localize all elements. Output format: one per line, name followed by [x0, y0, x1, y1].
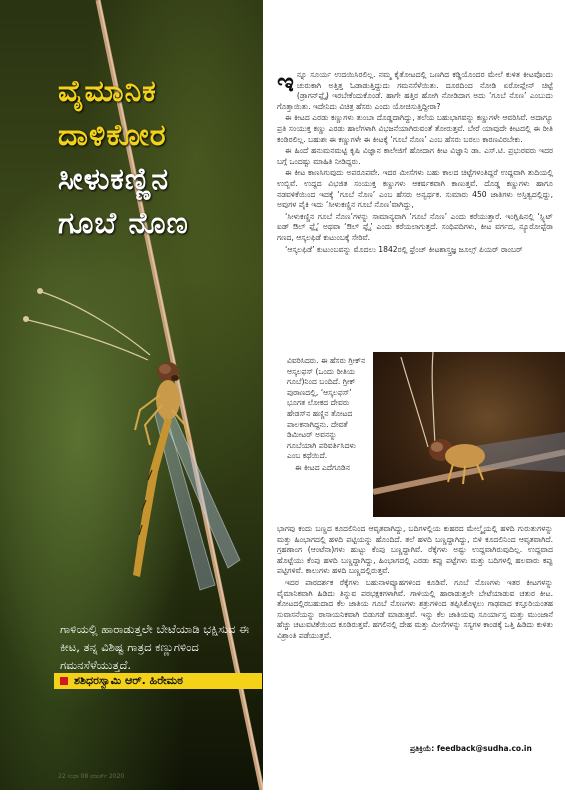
drop-cap: ಇ [277, 68, 294, 98]
article-body-top [277, 70, 553, 256]
owlfly-closeup [373, 352, 565, 517]
paragraph-3: ಈ ಹಿಂದೆ ಹನುಮನಮಟ್ಟಿ ಕೃಷಿ ವಿಜ್ಞಾನ ಕಾಲೇಜಿಗೆ ಹೋದಾಗ ಕೀಟ ವಿಜ್ಞಾನಿ ಡಾ. ಎಸ್.ಟಿ. ಪ್ರಭುರವರು ಇದರ ಬಗ್ಗೆ ಒಂದಷ್ಟು ಮಾಹಿತಿ ನೀಡಿದ್ದರು. [277, 146, 553, 166]
paragraph-7b: ಭಾಗವು ಕಂದು ಬಣ್ಣದ ಕೂದಲಿನಿಂದ ಆವೃತವಾಗಿದ್ದು, ಬದಿಗಳಲ್ಲಿಯ ಕುಹರದ ಮೇಲ್ಮೈಯಲ್ಲಿ ಹಳದಿ ಗುರುತುಗಳನ್ನು ಮತ್ತು ಹಿಂಭಾಗದಲ್ಲಿ ಹಳದಿ ಪಟ್ಟಿಯನ್ನು ಹೊಂದಿದೆ. ತಲೆ ಹಳದಿ ಬಣ್ಣದ್ದಾಗಿದ್ದು, ಬಿಳಿ ಕೂದಲಿನಿಂದ ಆವೃತವಾಗಿದೆ. ಗ್ರಹಣಾಂಗ (ಆಂಟೆನಾ)ಗಳು ಹುಟ್ಟು ಕೆಂಪು ಬಣ್ಣದ್ದಾಗಿವೆ. ರೆಕ್ಕೆಗಳು ಅಷ್ಟು ಉದ್ದವಾಗಿರುವುದಿಲ್ಲ. ಉದ್ದವಾದ ಹೊಟ್ಟೆಯು ಕೆಂಪು ಹಳದಿ ಬಣ್ಣದ್ದಾಗಿದ್ದು, ಹಿಂಭಾಗದಲ್ಲಿ ಎರಡು ಕಪ್ಪು ಪಟ್ಟೆಗಳು ಮತ್ತು ಬದಿಗಳಲ್ಲಿ ಹಲವಾರು ಕಪ್ಪು ಪಟ್ಟಿಗಳಿವೆ. ಕಾಲುಗಳು ಹಳದಿ ಬಣ್ಣದಲ್ಲಿರುತ್ತವೆ. [277, 524, 553, 576]
paragraph-2: ಈ ಕೀಟದ ಎರಡು ಕಣ್ಣುಗಳು ತುಂಬಾ ದೊಡ್ಡದಾಗಿದ್ದು, ತಲೆಯ ಬಹುಭಾಗವನ್ನು ಕಣ್ಣುಗಳೇ ಆವರಿಸಿವೆ. ಅದಾಗ್ಯೂ ಪ್ರತಿ ಸಂಯುಕ್ತ ಕಣ್ಣು ಎರಡು ಹಾಲೆಗಳಾಗಿ ವಿಭಜನೆಯಾಗಿರುವಂತೆ ತೋರುತ್ತವೆ. ಬೇರೆ ಯಾವುದೇ ಕೀಟದಲ್ಲಿ ಈ ರೀತಿ ಕಂಡಿರಲಿಲ್ಲ. ಬಹುಶಃ ಈ ಕಣ್ಣುಗಳೇ ಈ ಕೀಟಕ್ಕೆ ‘ಗೂಬೆ ನೊಣ’ ಎಂಬ ಹೆಸರು ಬರಲು ಕಾರಣವಿರಬೇಕು. [277, 113, 553, 144]
paragraph-6a: ‘ಆಸ್ಕಲಫಿಡೆ’ ಕುಟುಂಬವನ್ನು ಮೊದಲು 1842ರಲ್ಲಿ ಫ್ರೆಂಚ್ ಕೀಟಶಾಸ್ತ್ರಜ್ಞ ಜೂಲ್ಸ್ ಪಿಯರ್ ರಾಂಬರ್ [285, 244, 523, 254]
red-square-icon [60, 677, 68, 685]
paragraph-8: ಇದರ ಪಾರದರ್ಶಕ ರೆಕ್ಕೆಗಳು ಬಹುನಾಳವ್ಯೂಹಗಳಿಂದ ಕೂಡಿವೆ. ಗೂಬೆ ನೊಣಗಳು ಇತರ ಕೀಟಗಳನ್ನು ವೈಮಾನಿಕವಾಗಿ ಹಿಡಿದು ತಿನ್ನುವ ಪರಭಕ್ಷಕಗಳಾಗಿವೆ. ಗಾಳಿಯಲ್ಲಿ ಹಾರಾಡುತ್ತಲೇ ಬೇಟೆಯಾಡುವ ಚತುರ ಕೀಟ. ತೋಟದಲ್ಲಿರಬಹುದಾದ ಕೆಲ ಜಾತಿಯ ಗೂಬೆ ನೊಣಗಳು ಶತ್ರುಗಳಿಂದ ತಪ್ಪಿಸಿಕೊಳ್ಳಲು ಗಾಢವಾದ ಕಸ್ತೂರಿಯಂತಹ ಸುವಾಸನೆಯನ್ನು ರಾಸಾಯನಿಕವಾಗಿ ಬಿಡುಗಡೆ ಮಾಡುತ್ತವೆ. ಇನ್ನು ಕೆಲ ಜಾತಿಯವು ಸೂರ್ಯಾಸ್ತ ಮತ್ತು ಮುಂಜಾನೆ ಹೆಚ್ಚು ಚಟುವಟಿಕೆಯಿಂದ ಕೂಡಿರುತ್ತವೆ. ಹಗಲಿನಲ್ಲಿ ದೇಹ ಮತ್ತು ಮೀಸೆಗಳನ್ನು ಸಸ್ಯಗಳ ಕಾಂಡಕ್ಕೆ ಒತ್ತಿ ಹಿಡಿದು ಕುಳಿತು ವಿಶ್ರಾಂತಿ ಪಡೆಯುತ್ತವೆ. [277, 577, 553, 640]
article-body-bottom [277, 524, 553, 643]
owlfly-inset-photo [373, 352, 565, 517]
title-line-2: ದಾಳಿಕೋರ [58, 118, 167, 153]
title-line-4: ಗೂಬೆ ನೊಣ [58, 206, 189, 241]
paragraph-4: ಈ ಕೀಟ ಕಾಣಸಿಗುವುದು ಅಪರೂಪವೇ. ಇದರ ಮೀಸೆಗಳು ಬಹು ಕಾಲದ ಚಿಟ್ಟೆಗಳಂತಿದ್ದರೆ ಉದ್ದವಾಗಿ ತುದಿಯಲ್ಲಿ ಉಬ್ಬಿವೆ. ಉದ್ದದ ವಿಭಜಿತ ಸಂಯುಕ್ತ ಕಣ್ಣುಗಳು ಆಕರ್ಷಕವಾಗಿ ಕಾಣುತ್ತವೆ. ದೊಡ್ಡ ಕಣ್ಣುಗಳು ಹಾಗೂ ನಡವಳಿಕೆಯಿಂದ ಇದಕ್ಕೆ ‘ಗೂಬೆ ನೊಣ’ ಎಂಬ ಹೆಸರು ಅನ್ವರ್ಥಕ. ಸುಮಾರು 450 ಜಾತಿಗಳು ಅಸ್ತಿತ್ವದಲ್ಲಿದ್ದು, ಅವುಗಳ ಪೈಕಿ ಇದು ‘ಸೀಳುಕಣ್ಣಿನ ಗೂಬೆ ನೊಣ’ವಾಗಿದ್ದು, [277, 168, 553, 210]
photo-caption: ಗಾಳಿಯಲ್ಲಿ ಹಾರಾಡುತ್ತಲೇ ಬೇಟೆಯಾಡಿ ಭಕ್ಷಿಸುವ ಈ ಕೀಟ, ತನ್ನ ವಿಶಿಷ್ಟ ಗಾತ್ರದ ಕಣ್ಣುಗಳಿಂದ ಗಮನಸೆಳೆಯುತ್ತದೆ. [60, 622, 250, 672]
author-name: ಶಶಿಧರಸ್ವಾಮಿ ಆರ್. ಹಿರೇಮಠ [74, 674, 183, 687]
title-line-1: ವೈಮಾನಿಕ [58, 74, 157, 109]
paragraph-5: ‘ಸೀಳುಕಣ್ಣಿನ ಗೂಬೆ ನೊಣ’ಗಳನ್ನು ಸಾಮಾನ್ಯವಾಗಿ ‘ಗೂಬೆ ನೊಣ’ ಎಂದು ಕರೆಯುತ್ತಾರೆ. ಇಂಗ್ಲಿಷಿನಲ್ಲಿ ‘ಸ್ಪ್ಲಿಟ್ ಐಡ್ ಔಲ್ ಫ್ಲೈ’ ಅಥವಾ ‘ಔಲ್ ಫ್ಲೈ’ ಎಂದು ಕರೆಯಲಾಗುತ್ತದೆ. ಸಂಧಿಪದಿಗಳು, ಕೀಟ ವರ್ಗದ, ನ್ಯೂರೋಪ್ಟೆರಾ ಗಣದ, ಆಸ್ಕಲಫಿಡೆ ಕುಟುಂಬಕ್ಕೆ ಸೇರಿವೆ. [277, 211, 553, 242]
article-title [58, 70, 258, 246]
paragraph-6b: ವಿವರಿಸಿದರು. ಈ ಹೆಸರು ಗ್ರೀಕ್‌ನ ಆಸ್ಕಲಫಸ್ (ಒಂದು ರೀತಿಯ ಗೂಬೆ)ನಿಂದ ಬಂದಿದೆ. ಗ್ರೀಕ್ ಪುರಾಣದಲ್ಲಿ, ‘ಆಸ್ಕಲಫಸ್’ ಭೂಗತ ಲೋಕದ ದೇವರು ಹೇಡಸ್‌ನ ಹಣ್ಣಿನ ತೋಟದ ಪಾಲಕನಾಗಿದ್ದನು. ದೇವತೆ ಡಿಮೀಟರ್ ಅವನನ್ನು ಗೂಬೆಯಾಗಿ ಪರಿವರ್ತಿಸಿದಳು ಎಂಬ ಕಥೆಯಿದೆ. [287, 356, 366, 461]
author-byline [54, 673, 262, 689]
title-line-3: ಸೀಳುಕಣ್ಣಿನ [58, 162, 170, 197]
article-body-narrow [287, 356, 367, 475]
feedback-email: ಪ್ರತಿಕ್ರಿಯೆ: feedback@sudha.co.in [410, 744, 532, 753]
page-number: 22 ಸುಧಾ 08 ಮಾರ್ಚ್ 2020 [58, 773, 125, 780]
owlfly-main-photo [0, 0, 263, 790]
paragraph-1: ಇನ್ನೂ ಸೂರ್ಯ ಉದಯಿಸಿರಲಿಲ್ಲ. ನಮ್ಮ ಕೈತೋಟದಲ್ಲಿ ಒಣಗಿದ ಕಡ್ಡಿಯೊಂದರ ಮೇಲೆ ಕುಳಿತ ಕೀಟವೊಂದು ಚುರುಕಾಗಿ ಅತ್ತಿತ್ತ ಓಡಾಡುತ್ತಿದ್ದುದು ಗಮನಸೆಳೆಯಿತು. ದೂರದಿಂದ ನೋಡಿ ಏರೋಪ್ಲೇನ್ ಚಿಟ್ಟೆ (ಡ್ರಾಗನ್‌ಫ್ಲೈ) ಇರಬೇಕೆಂದುಕೊಂಡೆ. ಹಾಗೇ ಹತ್ತಿರ ಹೋಗಿ ನೋಡಿದಾಗ ಅದು ‘ಗೂಬೆ ನೊಣ’ ಎಂಬುದು ಗೊತ್ತಾಯಿತು. ಇದೇನಿದು ವಿಚಿತ್ರ ಹೆಸರು ಎಂದು ಯೋಚಿಸುತ್ತಿದ್ದೀರಾ? [277, 68, 553, 111]
paragraph-7a: ಈ ಕೀಟದ ಎದೆಗೂಡಿನ [295, 462, 351, 472]
